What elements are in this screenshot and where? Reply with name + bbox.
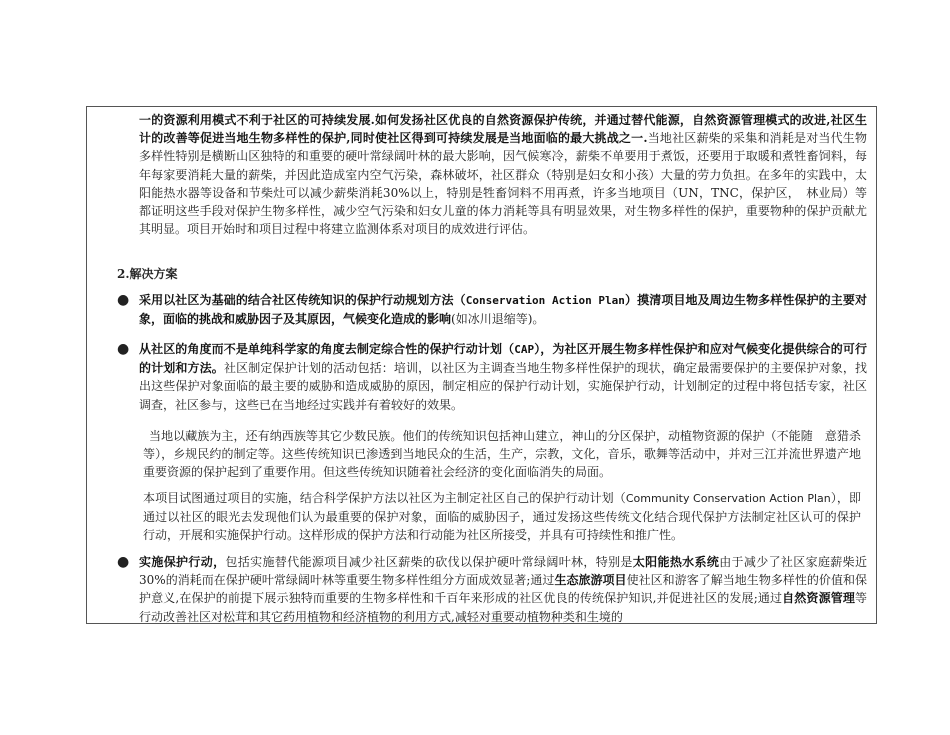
bullet-icon: ● bbox=[117, 341, 130, 357]
bullet-item-conservation-action: 实施保护行动，包括实施替代能源项目减少社区薪柴的砍伐以保护硬叶常绿阔叶林，特别是太阳能热水系统由于减少了社区家庭薪柴近 30%的消耗而在保护硬叶常绿阔叶林等重要生物多样性组分方面成效显著;通过生态旅游项目使社区和游客了解当地生物多样性的价值和保护意义,在保护的前提下展示独特而重要的生物多样性和千百年来形成的社区优良的传统保护知识,并促进社区的发展;通过自然资源管理等行动改善社区对松茸和其它药用植物和经济植物的利用方式,减轻对重要动植物种类和生境的 bbox=[139, 555, 867, 624]
section-heading: 2.解决方案 bbox=[117, 267, 178, 281]
intro-paragraph bbox=[139, 111, 880, 238]
bullet-icon: ● bbox=[117, 554, 130, 570]
bullet-item-cap-method: 采用以社区为基础的结合社区传统知识的保护行动规划方法（Conservation Action Plan）摸清项目地及周边生物多样性保护的主要对象，面临的挑战和威胁因子及其原因，气候变化造成的影响(如冰川退缩等)。 bbox=[139, 293, 867, 327]
document-text-box bbox=[86, 106, 880, 624]
bullet-item-community-plan: 从社区的角度而不是单纯科学家的角度去制定综合性的保护行动计划（CAP），为社区开展生物多样性保护和应对气候变化提供综合的可行的计划和方法。社区制定保护计划的活动包括：培训，以社区为主调查当地生物多样性保护的现状，确定最需要保护的主要保护对象，找出这些保护对象面临的最主要的威胁和造成威胁的原因，制定相应的保护行动计划，实施保护行动，计划制定的过程中将包括专家，社区调查，社区参与，这些已在当地经过实践并有着较好的效果。 bbox=[139, 342, 867, 412]
intro-body-text: 当地社区薪柴的采集和消耗是对当代生物多样性特别是横断山区独特的和重要的硬叶常绿阔叶林的最大影响，因气候寒冷，薪柴不单要用于煮饭，还要用于取暖和煮牲畜饲料，每年每家要消耗大量的薪柴，并因此造成室内空气污染，森林破坏，社区群众（特别是妇女和小孩）大量的劳力负担。在多年的实践中，太阳能热水器等设备和节柴灶可以减少薪柴消耗30%以上，特别是牲畜饲料不用再煮，许多当地项目（UN，TNC，保护区， 林业局）等 都证明这些手段对保护生物多样性，减少空气污染和妇女儿童的体力消耗等具有明显效果，对生物多样性的保护，重要物种的保护贡献尤其明显。项目开始时和项目过程中将建立监测体系对项目的成效进行评估。 bbox=[139, 131, 880, 237]
bullet-icon: ● bbox=[117, 292, 130, 308]
intro-bold-text: 一的资源利用模式不利于社区的可持续发展.如何发扬社区优良的自然资源保护传统，并通过替代能源，自然资源管理模式的改进,社区生计的改善等促进当地生物多样性的保护,同时使社区得到可持续发展是当地面临的最大挑战之一. bbox=[139, 113, 867, 146]
project-intro-paragraph: 本项目试图通过项目的实施，结合科学保护方法以社区为主制定社区自己的保护行动计划（Community Conservation Action Plan），即通过以社区的眼光去发现他们认为最重要的保护对象，面临的威胁因子，通过发扬这些传统文化结合现代保护方法制定社区认可的保护行动，开展和实施保护行动。这样形成的保护方法和行动能为社区所接受，并具有可持续性和推广性。 bbox=[143, 491, 861, 543]
ethnic-knowledge-paragraph: 当地以藏族为主，还有纳西族等其它少数民族。他们的传统知识包括神山建立，神山的分区保护，动植物资源的保护（不能随 意猎杀等），乡规民约的制定等。这些传统知识已渗透到当地民众的生活，生产，宗教，文化，音乐，歌舞等活动中，并对三江并流世界遗产地重要资源的保护起到了重要作用。但这些传统知识随着社会经济的变化面临消失的局面。 bbox=[143, 429, 861, 480]
